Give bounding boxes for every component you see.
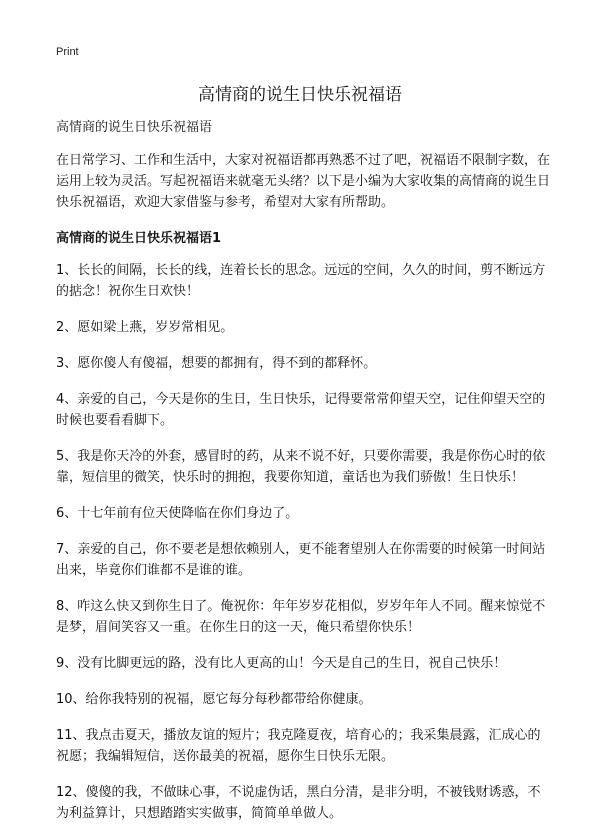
- list-item-8: 8、咋这么快又到你生日了。俺祝你：年年岁岁花相似，岁岁年年人不同。醒来惊觉不是梦，眉间笑容又一重。在你生日的这一天，俺只希望你快乐！: [56, 599, 546, 635]
- article-subtitle: 高情商的说生日快乐祝福语: [56, 120, 213, 135]
- article-body: [56, 117, 552, 839]
- print-link[interactable]: Print: [56, 46, 79, 58]
- page-title: 高情商的说生日快乐祝福语: [198, 85, 402, 105]
- list-item-9: 9、没有比脚更远的路，没有比人更高的山！今天是自己的生日，祝自己快乐！: [56, 656, 507, 671]
- list-item-7: 7、亲爱的自己，你不要老是想依赖别人，更不能奢望别人在你需要的时候第一时间站出来，毕竟你们谁都不是谁的谁。: [56, 542, 546, 578]
- list-item-6: 6、十七年前有位天使降临在你们身边了。: [56, 506, 299, 521]
- list-item-4: 4、亲爱的自己，今天是你的生日，生日快乐，记得要常常仰望天空，记住仰望天空的时候也要看看脚下。: [56, 392, 546, 428]
- section-heading: 高情商的说生日快乐祝福语1: [56, 231, 222, 246]
- list-item-12: 12、傻傻的我，不做昧心事，不说虚伪话，黑白分清，是非分明，不被钱财诱惑，不为利益算计，只想踏踏实实做事，简简单单做人。: [56, 785, 541, 821]
- list-item-11: 11、我点击夏天，播放友谊的短片；我克隆夏夜，培育心的；我采集晨露，汇成心的祝愿；我编辑短信，送你最美的祝福，愿你生日快乐无限。: [56, 728, 541, 764]
- list-item-1: 1、长长的间隔，长长的线，连着长长的思念。远远的空间，久久的时间，剪不断远方的掂念！祝你生日欢快！: [56, 263, 546, 299]
- list-item-2: 2、愿如梁上燕，岁岁常相见。: [56, 320, 234, 335]
- list-item-5: 5、我是你天冷的外套，感冒时的药，从来不说不好，只要你需要，我是你伤心时的依靠，短信里的微笑，快乐时的拥抱，我要你知道，童话也为我们骄傲！生日快乐！: [56, 449, 546, 485]
- list-item-3: 3、愿你傻人有傻福，想要的都拥有，得不到的都释怀。: [56, 356, 377, 371]
- list-item-10: 10、给你我特别的祝福，愿它每分每秒都带给你健康。: [56, 692, 372, 707]
- intro-paragraph: 在日常学习、工作和生活中，大家对祝福语都再熟悉不过了吧，祝福语不限制字数，在运用上较为灵活。写起祝福语来就毫无头绪？以下是小编为大家收集的高情商的说生日快乐祝福语，欢迎大家借鉴与参考，希望对大家有所帮助。: [56, 153, 551, 210]
